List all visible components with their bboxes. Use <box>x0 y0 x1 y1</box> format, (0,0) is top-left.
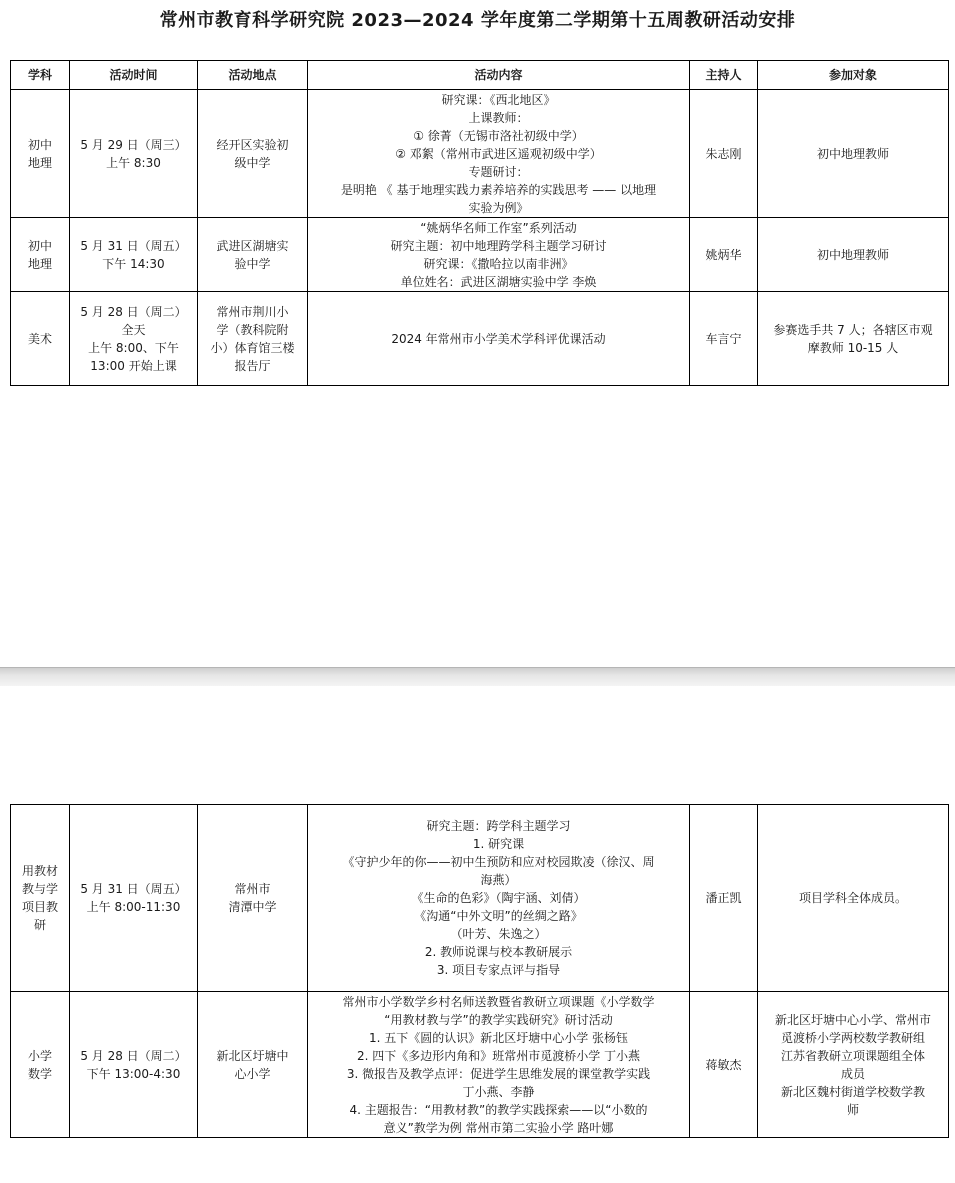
cell-content: “姚炳华名师工作室”系列活动 研究主题：初中地理跨学科主题学习研讨 研究课：《撒哈拉以南非洲》 单位姓名：武进区湖塘实验中学 李焕 <box>308 218 690 292</box>
document-title: 常州市教育科学研究院 2023—2024 学年度第二学期第十五周教研活动安排 <box>159 10 796 31</box>
cell-host: 蒋敏杰 <box>690 992 758 1138</box>
cell-time: 5 月 29 日（周三） 上午 8:30 <box>70 90 198 218</box>
cell-content: 研究主题：跨学科主题学习 1. 研究课 《守护少年的你——初中生预防和应对校园欺凌（徐汉、周 海燕） 《生命的色彩》（陶宇涵、刘倩） 《沟通“中外文明”的丝绸之路》 （叶芳、朱逸之） 2. 教师说课与校本教研展示 3. 项目专家点评与指导 <box>308 805 690 992</box>
cell-place: 常州市 清潭中学 <box>198 805 308 992</box>
header-subject: 学科 <box>11 61 70 90</box>
cell-place: 新北区圩塘中 心小学 <box>198 992 308 1138</box>
schedule-table-page1 <box>10 60 949 386</box>
table-row <box>11 992 949 1138</box>
table-row <box>11 805 949 992</box>
cell-subject: 美术 <box>11 292 70 386</box>
cell-subject: 初中 地理 <box>11 218 70 292</box>
schedule-table-page2 <box>10 804 949 1138</box>
cell-participants: 参赛选手共 7 人；各辖区市观 摩教师 10-15 人 <box>758 292 949 386</box>
cell-place: 常州市荆川小 学（教科院附 小）体育馆三楼 报告厅 <box>198 292 308 386</box>
table-row <box>11 292 949 386</box>
cell-content: 2024 年常州市小学美术学科评优课活动 <box>308 292 690 386</box>
header-participants: 参加对象 <box>758 61 949 90</box>
page-separator <box>0 667 955 686</box>
cell-host: 潘正凯 <box>690 805 758 992</box>
cell-participants: 新北区圩塘中心小学、常州市 觅渡桥小学两校数学教研组 江苏省教研立项课题组全体 成员 新北区魏村街道学校数学教 师 <box>758 992 949 1138</box>
cell-place: 武进区湖塘实 验中学 <box>198 218 308 292</box>
cell-content: 常州市小学数学乡村名师送教暨省教研立项课题《小学数学 “用教材教与学”的教学实践研究》研讨活动 1. 五下《圆的认识》新北区圩塘中心小学 张杨钰 2. 四下《多边形内角和》班常州市觅渡桥小学 丁小燕 3. 微报告及教学点评：促进学生思维发展的课堂教学实践 丁小燕、李静 4. 主题报告：“用教材教”的教学实践探索——以“小数的 意义”教学为例 常州市第二实验小学 路叶娜 <box>308 992 690 1138</box>
cell-content: 研究课：《西北地区》 上课教师： ① 徐菁（无锡市洛社初级中学） ② 邓絮（常州市武进区遥观初级中学） 专题研讨： 是明艳 《 基于地理实践力素养培养的实践思考 —— 以地理 实验为例》 <box>308 90 690 218</box>
cell-subject: 用教材 教与学 项目教 研 <box>11 805 70 992</box>
table-header-row <box>11 61 949 90</box>
table-row <box>11 90 949 218</box>
cell-participants: 初中地理教师 <box>758 90 949 218</box>
header-host: 主持人 <box>690 61 758 90</box>
cell-time: 5 月 28 日（周二） 全天 上午 8:00、下午 13:00 开始上课 <box>70 292 198 386</box>
cell-participants: 项目学科全体成员。 <box>758 805 949 992</box>
cell-place: 经开区实验初 级中学 <box>198 90 308 218</box>
cell-time: 5 月 31 日（周五） 上午 8:00-11:30 <box>70 805 198 992</box>
cell-host: 姚炳华 <box>690 218 758 292</box>
cell-time: 5 月 28 日（周二） 下午 13:00-4:30 <box>70 992 198 1138</box>
cell-host: 朱志刚 <box>690 90 758 218</box>
header-time: 活动时间 <box>70 61 198 90</box>
header-content: 活动内容 <box>308 61 690 90</box>
table-row <box>11 218 949 292</box>
cell-participants: 初中地理教师 <box>758 218 949 292</box>
cell-host: 车言宁 <box>690 292 758 386</box>
header-place: 活动地点 <box>198 61 308 90</box>
cell-time: 5 月 31 日（周五） 下午 14:30 <box>70 218 198 292</box>
cell-subject: 小学 数学 <box>11 992 70 1138</box>
cell-subject: 初中 地理 <box>11 90 70 218</box>
